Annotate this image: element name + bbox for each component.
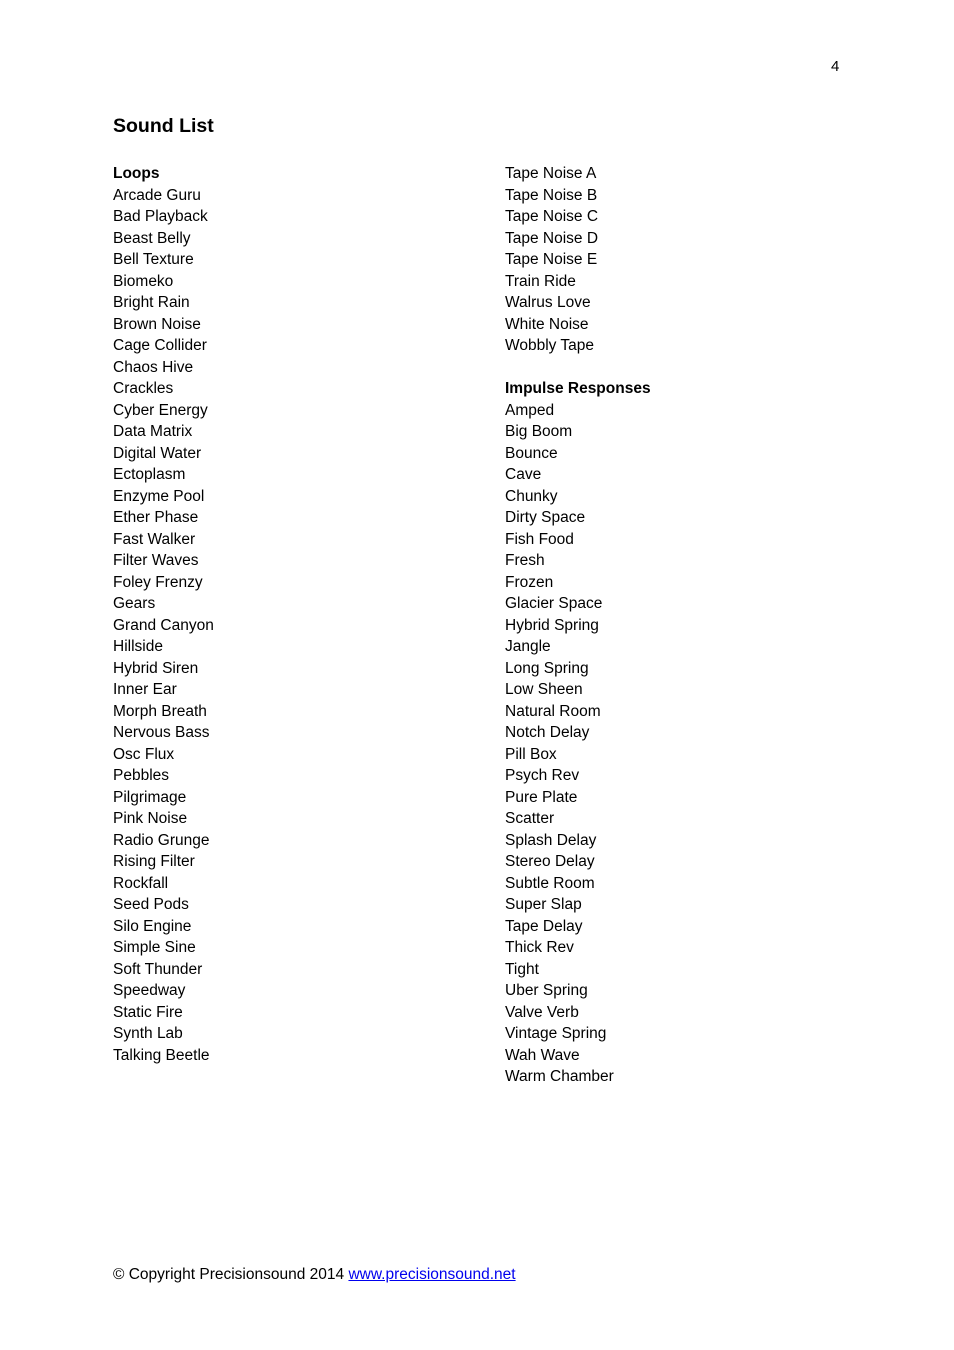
impulse-response-item: Super Slap bbox=[505, 896, 582, 913]
loop-sound-item: Foley Frenzy bbox=[113, 573, 203, 591]
impulse-response-item: Big Boom bbox=[505, 423, 573, 440]
impulse-response-item: Long Spring bbox=[505, 659, 589, 677]
impulse-response-item: Pure Plate bbox=[505, 788, 578, 806]
impulse-response-item: Jangle bbox=[505, 638, 551, 655]
impulse-response-item: Splash Delay bbox=[505, 831, 597, 849]
impulse-response-item: Dirty Space bbox=[505, 509, 586, 526]
loop-sound-item: Tape Noise C bbox=[505, 208, 599, 225]
loop-sound-item: Data Matrix bbox=[113, 423, 193, 440]
loop-sound-item: Bright Rain bbox=[113, 294, 190, 311]
loop-sound-item: Tape Noise D bbox=[505, 229, 599, 247]
loop-sound-item: Beast Belly bbox=[113, 229, 191, 247]
loop-sound-item: Radio Grunge bbox=[113, 831, 210, 849]
loop-sound-item: Tape Noise B bbox=[505, 186, 598, 204]
page-number: 4 bbox=[831, 58, 840, 75]
loop-sound-item: Pebbles bbox=[113, 767, 170, 784]
loop-sound-item: Fast Walker bbox=[113, 530, 196, 548]
impulse-response-item: Psych Rev bbox=[505, 767, 580, 784]
impulse-response-item: Amped bbox=[505, 401, 555, 419]
impulse-response-item: Uber Spring bbox=[505, 982, 588, 999]
sound-list-left-column bbox=[113, 163, 214, 1066]
impulse-response-item: Warm Chamber bbox=[505, 1068, 614, 1085]
impulse-response-item: Bounce bbox=[505, 444, 558, 462]
loop-sound-item: Wobbly Tape bbox=[505, 337, 595, 354]
loop-sound-item: Soft Thunder bbox=[113, 960, 203, 978]
impulse-response-item: Frozen bbox=[505, 573, 554, 591]
loop-sound-item: Filter Waves bbox=[113, 552, 199, 569]
loop-sound-item: Arcade Guru bbox=[113, 186, 201, 204]
loop-sound-item: Tape Noise A bbox=[505, 165, 597, 182]
impulse-response-item: Glacier Space bbox=[505, 595, 603, 612]
loop-sound-item: Grand Canyon bbox=[113, 616, 214, 634]
loop-sound-item: Enzyme Pool bbox=[113, 487, 205, 505]
impulse-response-item: Chunky bbox=[505, 487, 558, 505]
loop-sound-item: Hybrid Siren bbox=[113, 659, 199, 677]
loop-sound-item: Rising Filter bbox=[113, 853, 195, 870]
loop-sound-item: Rockfall bbox=[113, 874, 169, 892]
loop-sound-item: Cyber Energy bbox=[113, 401, 208, 419]
impulse-response-item: Natural Room bbox=[505, 702, 601, 720]
loop-sound-item: Gears bbox=[113, 595, 156, 612]
loop-sound-item: Morph Breath bbox=[113, 702, 207, 720]
impulse-response-item: Notch Delay bbox=[505, 724, 590, 741]
impulse-response-item: Tape Delay bbox=[505, 917, 583, 935]
impulse-response-item: Valve Verb bbox=[505, 1003, 579, 1021]
impulse-response-item: Vintage Spring bbox=[505, 1025, 607, 1042]
impulse-response-item: Low Sheen bbox=[505, 681, 583, 698]
impulse-responses-heading: Impulse Responses bbox=[505, 380, 651, 397]
loop-sound-item: Crackles bbox=[113, 380, 174, 397]
loop-sound-item: Bad Playback bbox=[113, 208, 208, 225]
loop-sound-item: Pink Noise bbox=[113, 810, 188, 827]
loop-sound-item: Biomeko bbox=[113, 272, 174, 290]
loop-sound-item: Nervous Bass bbox=[113, 724, 210, 741]
loop-sound-item: Silo Engine bbox=[113, 917, 192, 935]
loop-sound-item: Hillside bbox=[113, 638, 163, 655]
website-link[interactable]: www.precisionsound.net bbox=[348, 1266, 516, 1283]
page-title: Sound List bbox=[113, 115, 214, 137]
loop-sound-item: Ectoplasm bbox=[113, 466, 186, 483]
loop-sound-item: Digital Water bbox=[113, 444, 202, 462]
impulse-response-item: Fish Food bbox=[505, 530, 574, 548]
sound-list-right-column bbox=[505, 163, 651, 1088]
footer bbox=[113, 1266, 516, 1284]
loop-sound-item: Seed Pods bbox=[113, 896, 189, 913]
impulse-response-item: Stereo Delay bbox=[505, 853, 595, 870]
loop-sound-item: Bell Texture bbox=[113, 251, 194, 268]
loop-sound-item: Chaos Hive bbox=[113, 358, 194, 376]
loop-sound-item: Cage Collider bbox=[113, 337, 207, 354]
loop-sound-item: Walrus Love bbox=[505, 294, 591, 311]
impulse-response-item: Cave bbox=[505, 466, 542, 483]
loop-sound-item: Inner Ear bbox=[113, 681, 177, 698]
impulse-response-item: Fresh bbox=[505, 552, 545, 569]
impulse-response-item: Wah Wave bbox=[505, 1046, 580, 1064]
loop-sound-item: Train Ride bbox=[505, 272, 576, 290]
loop-sound-item: Talking Beetle bbox=[113, 1046, 210, 1064]
loop-sound-item: Synth Lab bbox=[113, 1025, 183, 1042]
loop-sound-item: Brown Noise bbox=[113, 315, 201, 333]
impulse-response-item: Scatter bbox=[505, 810, 555, 827]
loop-sound-item: Pilgrimage bbox=[113, 788, 187, 806]
loop-sound-item: Simple Sine bbox=[113, 939, 196, 956]
loop-sound-item: Osc Flux bbox=[113, 745, 175, 763]
impulse-response-item: Subtle Room bbox=[505, 874, 595, 892]
loop-sound-item: Tape Noise E bbox=[505, 251, 598, 268]
loop-sound-item: Ether Phase bbox=[113, 509, 199, 526]
loop-sound-item: Speedway bbox=[113, 982, 186, 999]
loops-heading: Loops bbox=[113, 165, 160, 182]
loop-sound-item: Static Fire bbox=[113, 1003, 183, 1021]
impulse-response-item: Hybrid Spring bbox=[505, 616, 599, 634]
impulse-response-item: Tight bbox=[505, 960, 539, 978]
impulse-response-item: Thick Rev bbox=[505, 939, 574, 956]
copyright-text: © Copyright Precisionsound 2014 bbox=[113, 1266, 349, 1283]
impulse-response-item: Pill Box bbox=[505, 745, 557, 763]
loop-sound-item: White Noise bbox=[505, 315, 589, 333]
section-spacer bbox=[505, 357, 651, 379]
